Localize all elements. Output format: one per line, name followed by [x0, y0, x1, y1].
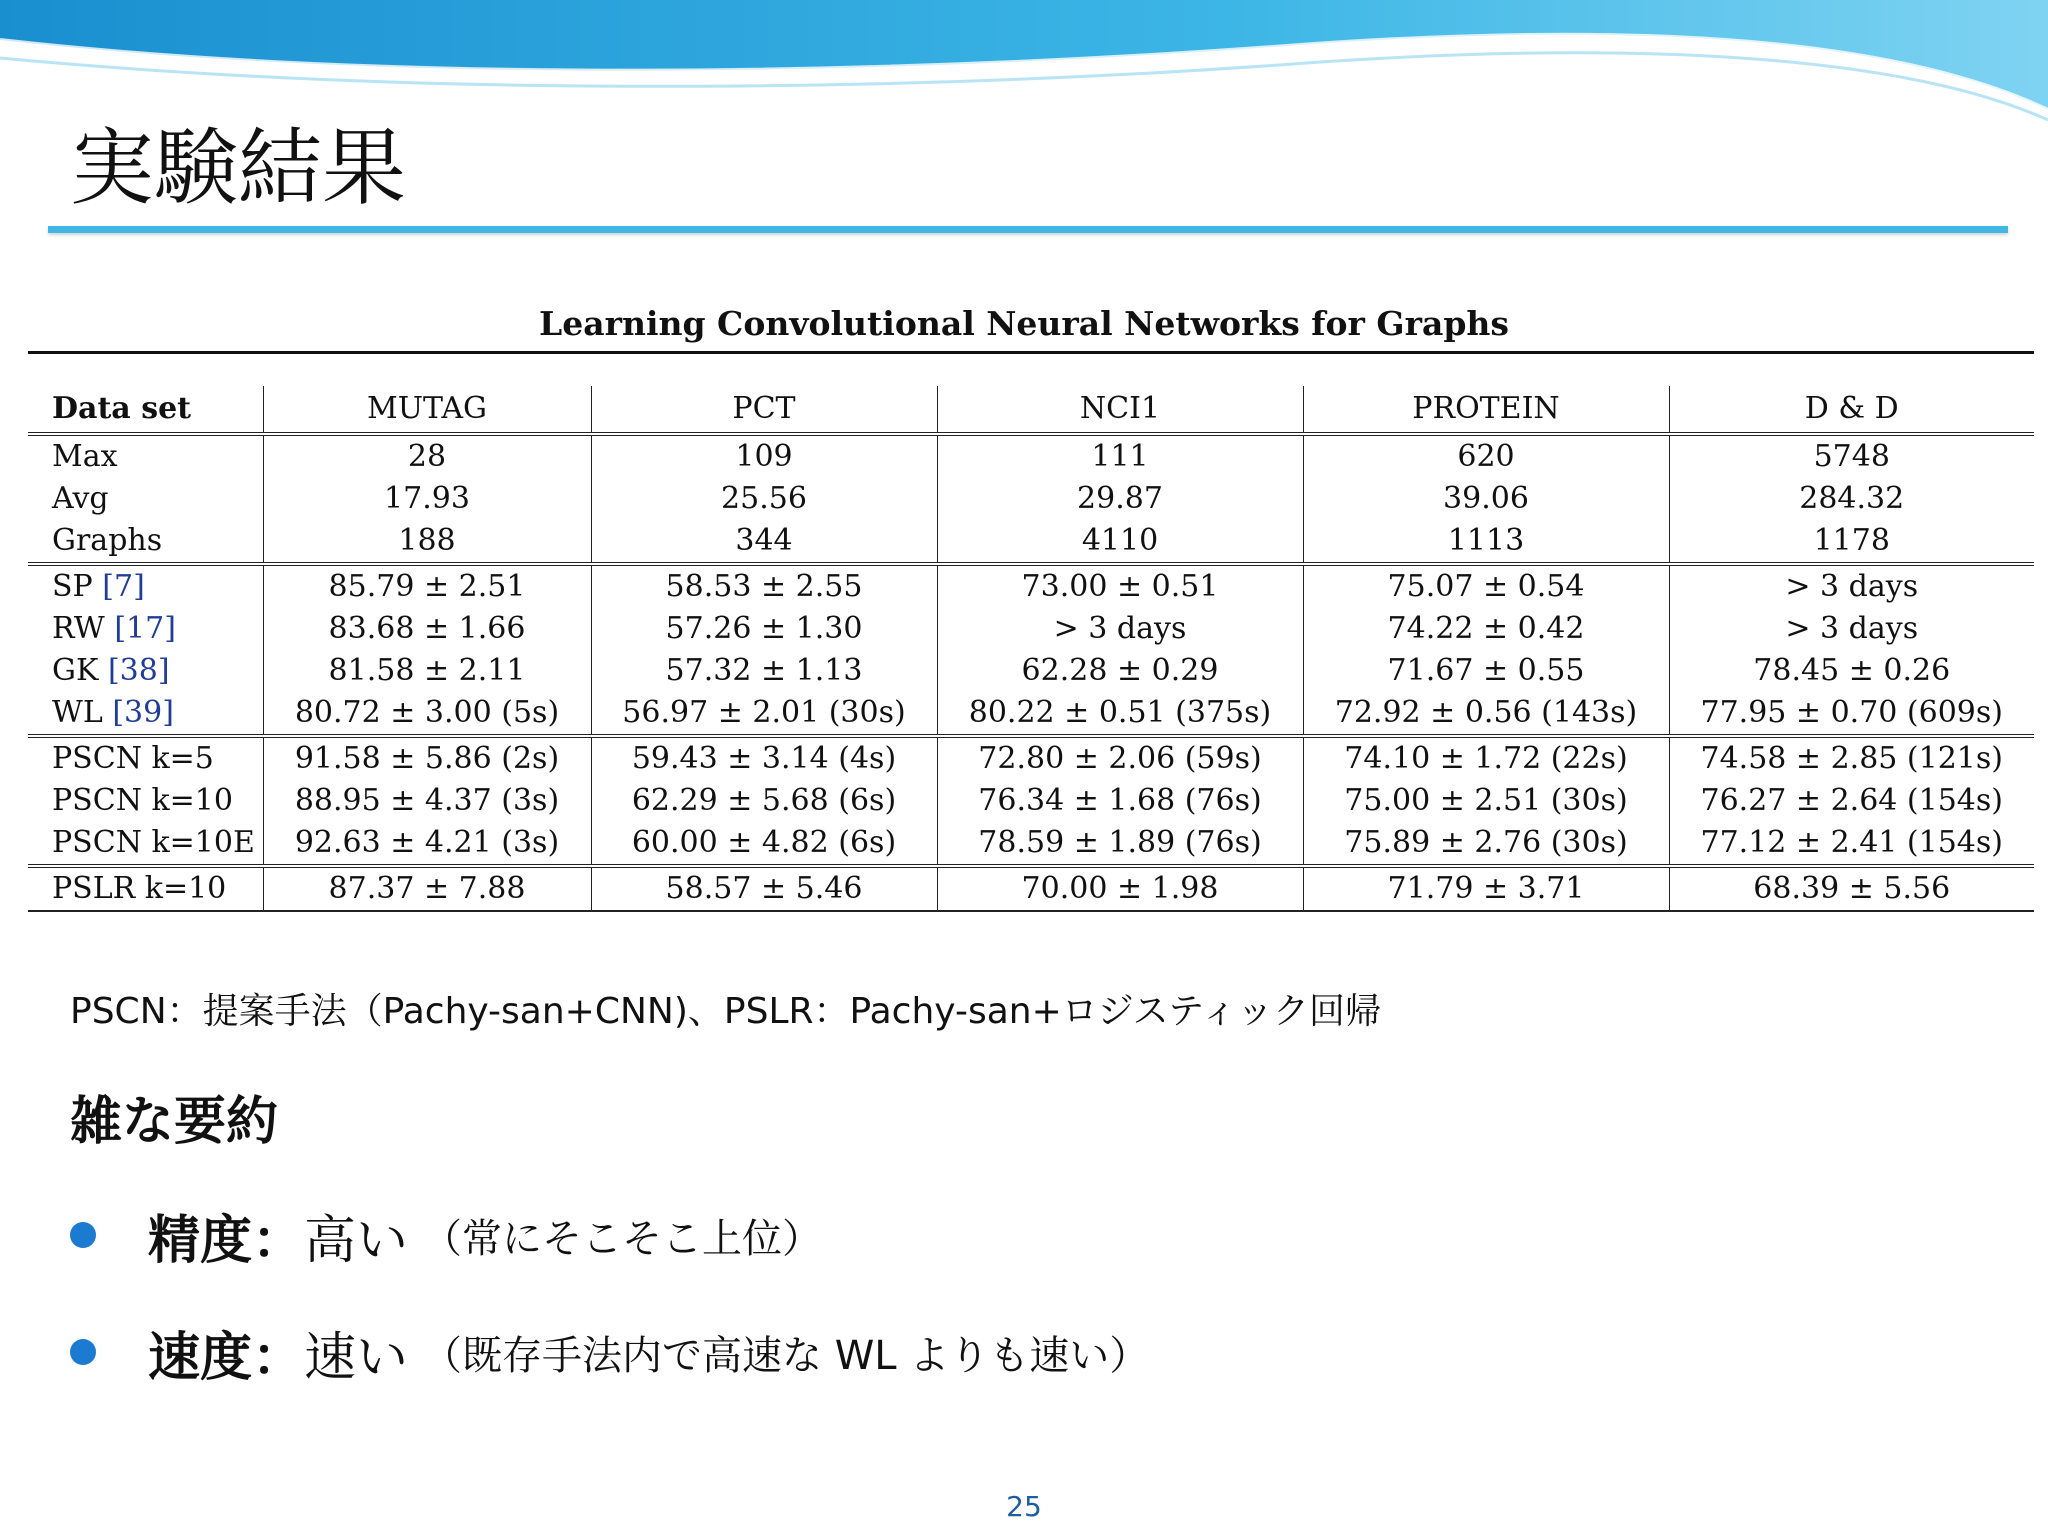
- table-cell: 72.80 ± 2.06 (59s): [937, 736, 1303, 780]
- method-name: SP: [52, 569, 93, 604]
- method-name: Avg: [52, 481, 109, 516]
- method-name: PSLR k=10: [52, 871, 227, 906]
- summary-item-accuracy: [70, 1200, 822, 1270]
- table-cell: 1113: [1303, 520, 1669, 564]
- table-cell: 58.57 ± 5.46: [591, 866, 937, 911]
- row-label: [28, 736, 263, 780]
- row-label: [28, 434, 263, 478]
- table-row: [28, 650, 2034, 692]
- table-cell: 71.67 ± 0.55: [1303, 650, 1669, 692]
- table-cell: 109: [591, 434, 937, 478]
- table-row: [28, 692, 2034, 736]
- row-label: [28, 478, 263, 520]
- table-cell: 77.12 ± 2.41 (154s): [1669, 822, 2034, 866]
- title-underline: [48, 226, 2008, 233]
- table-row: [28, 736, 2034, 780]
- table-cell: 71.79 ± 3.71: [1303, 866, 1669, 911]
- summary-key: 精度：: [148, 1210, 305, 1271]
- table-row: [28, 478, 2034, 520]
- table-cell: 58.53 ± 2.55: [591, 564, 937, 608]
- row-label: [28, 650, 263, 692]
- citation-ref: [38]: [107, 653, 170, 688]
- method-name: Max: [52, 439, 118, 474]
- table-cell: 29.87: [937, 478, 1303, 520]
- table-cell: 1178: [1669, 520, 2034, 564]
- method-name: PSCN k=10E: [52, 825, 255, 860]
- table-cell: > 3 days: [937, 608, 1303, 650]
- summary-value: 高い: [304, 1210, 409, 1271]
- table-row: [28, 520, 2034, 564]
- table-row: [28, 564, 2034, 608]
- results-table: [28, 386, 2034, 912]
- row-label: [28, 866, 263, 911]
- header-column: NCI1: [937, 386, 1303, 434]
- table-cell: 87.37 ± 7.88: [263, 866, 591, 911]
- summary-note: （常にそこそこ上位）: [422, 1215, 823, 1262]
- table-cell: 85.79 ± 2.51: [263, 564, 591, 608]
- table-cell: 88.95 ± 4.37 (3s): [263, 780, 591, 822]
- header-column: MUTAG: [263, 386, 591, 434]
- table-top-rule: [28, 351, 2034, 354]
- table-cell: 74.22 ± 0.42: [1303, 608, 1669, 650]
- table-row: [28, 780, 2034, 822]
- table-cell: 25.56: [591, 478, 937, 520]
- table-cell: 284.32: [1669, 478, 2034, 520]
- summary-value: 速い: [304, 1327, 409, 1388]
- summary-key: 速度：: [148, 1327, 305, 1388]
- summary-note: （既存手法内で高速な WL よりも速い）: [422, 1332, 1150, 1379]
- table-cell: 56.97 ± 2.01 (30s): [591, 692, 937, 736]
- table-cell: 57.26 ± 1.30: [591, 608, 937, 650]
- table-cell: 59.43 ± 3.14 (4s): [591, 736, 937, 780]
- table-cell: 74.10 ± 1.72 (22s): [1303, 736, 1669, 780]
- header-column: D & D: [1669, 386, 2034, 434]
- bullet-dot-icon: [70, 1339, 96, 1365]
- table-cell: 62.29 ± 5.68 (6s): [591, 780, 937, 822]
- table-header-row: [28, 386, 2034, 434]
- summary-item-speed: [70, 1317, 1149, 1387]
- method-name: GK: [52, 653, 99, 688]
- table-row: [28, 608, 2034, 650]
- page-number: 25: [1006, 1490, 1042, 1523]
- method-name: RW: [52, 611, 105, 646]
- citation-ref: [39]: [112, 695, 174, 730]
- table-cell: 77.95 ± 0.70 (609s): [1669, 692, 2034, 736]
- table-cell: 78.45 ± 0.26: [1669, 650, 2034, 692]
- summary-heading: 雑な要約: [70, 1092, 279, 1152]
- table-cell: > 3 days: [1669, 608, 2034, 650]
- table-cell: 80.22 ± 0.51 (375s): [937, 692, 1303, 736]
- table-row: [28, 866, 2034, 911]
- paper-table-title: Learning Convolutional Neural Networks for Graphs: [539, 304, 1509, 343]
- table-cell: 39.06: [1303, 478, 1669, 520]
- table-cell: 62.28 ± 0.29: [937, 650, 1303, 692]
- table-cell: 75.89 ± 2.76 (30s): [1303, 822, 1669, 866]
- header-dataset: Data set: [28, 386, 263, 434]
- header-column: PROTEIN: [1303, 386, 1669, 434]
- table-cell: 76.27 ± 2.64 (154s): [1669, 780, 2034, 822]
- table-body: [28, 434, 2034, 911]
- table-cell: 75.07 ± 0.54: [1303, 564, 1669, 608]
- row-label: [28, 822, 263, 866]
- header-column: PCT: [591, 386, 937, 434]
- slide-title: 実験結果: [70, 119, 407, 217]
- row-label: [28, 692, 263, 736]
- table-cell: 72.92 ± 0.56 (143s): [1303, 692, 1669, 736]
- row-label: [28, 564, 263, 608]
- header-wave-decoration: [0, 0, 2048, 130]
- table-cell: 83.68 ± 1.66: [263, 608, 591, 650]
- table-cell: 68.39 ± 5.56: [1669, 866, 2034, 911]
- table-cell: 344: [591, 520, 937, 564]
- table-cell: 17.93: [263, 478, 591, 520]
- method-legend: PSCN：提案手法（Pachy-san+CNN)、PSLR：Pachy-san+ロジスティック回帰: [70, 991, 1382, 1032]
- table-cell: 188: [263, 520, 591, 564]
- table-row: [28, 434, 2034, 478]
- bullet-dot-icon: [70, 1222, 96, 1248]
- citation-ref: [7]: [102, 569, 145, 604]
- table-cell: 4110: [937, 520, 1303, 564]
- table-cell: 70.00 ± 1.98: [937, 866, 1303, 911]
- method-name: Graphs: [52, 523, 163, 558]
- table-cell: 5748: [1669, 434, 2034, 478]
- table-cell: 57.32 ± 1.13: [591, 650, 937, 692]
- table-cell: 75.00 ± 2.51 (30s): [1303, 780, 1669, 822]
- table-cell: 91.58 ± 5.86 (2s): [263, 736, 591, 780]
- method-name: WL: [52, 695, 103, 730]
- table-cell: 78.59 ± 1.89 (76s): [937, 822, 1303, 866]
- table-cell: 620: [1303, 434, 1669, 478]
- table-cell: 73.00 ± 0.51: [937, 564, 1303, 608]
- table-cell: 81.58 ± 2.11: [263, 650, 591, 692]
- table-cell: 74.58 ± 2.85 (121s): [1669, 736, 2034, 780]
- row-label: [28, 608, 263, 650]
- method-name: PSCN k=10: [52, 783, 233, 818]
- table-row: [28, 822, 2034, 866]
- table-cell: 80.72 ± 3.00 (5s): [263, 692, 591, 736]
- row-label: [28, 780, 263, 822]
- table-cell: 60.00 ± 4.82 (6s): [591, 822, 937, 866]
- table-cell: 111: [937, 434, 1303, 478]
- table-cell: 92.63 ± 4.21 (3s): [263, 822, 591, 866]
- table-cell: > 3 days: [1669, 564, 2034, 608]
- table-cell: 28: [263, 434, 591, 478]
- table-cell: 76.34 ± 1.68 (76s): [937, 780, 1303, 822]
- method-name: PSCN k=5: [52, 741, 214, 776]
- citation-ref: [17]: [114, 611, 176, 646]
- row-label: [28, 520, 263, 564]
